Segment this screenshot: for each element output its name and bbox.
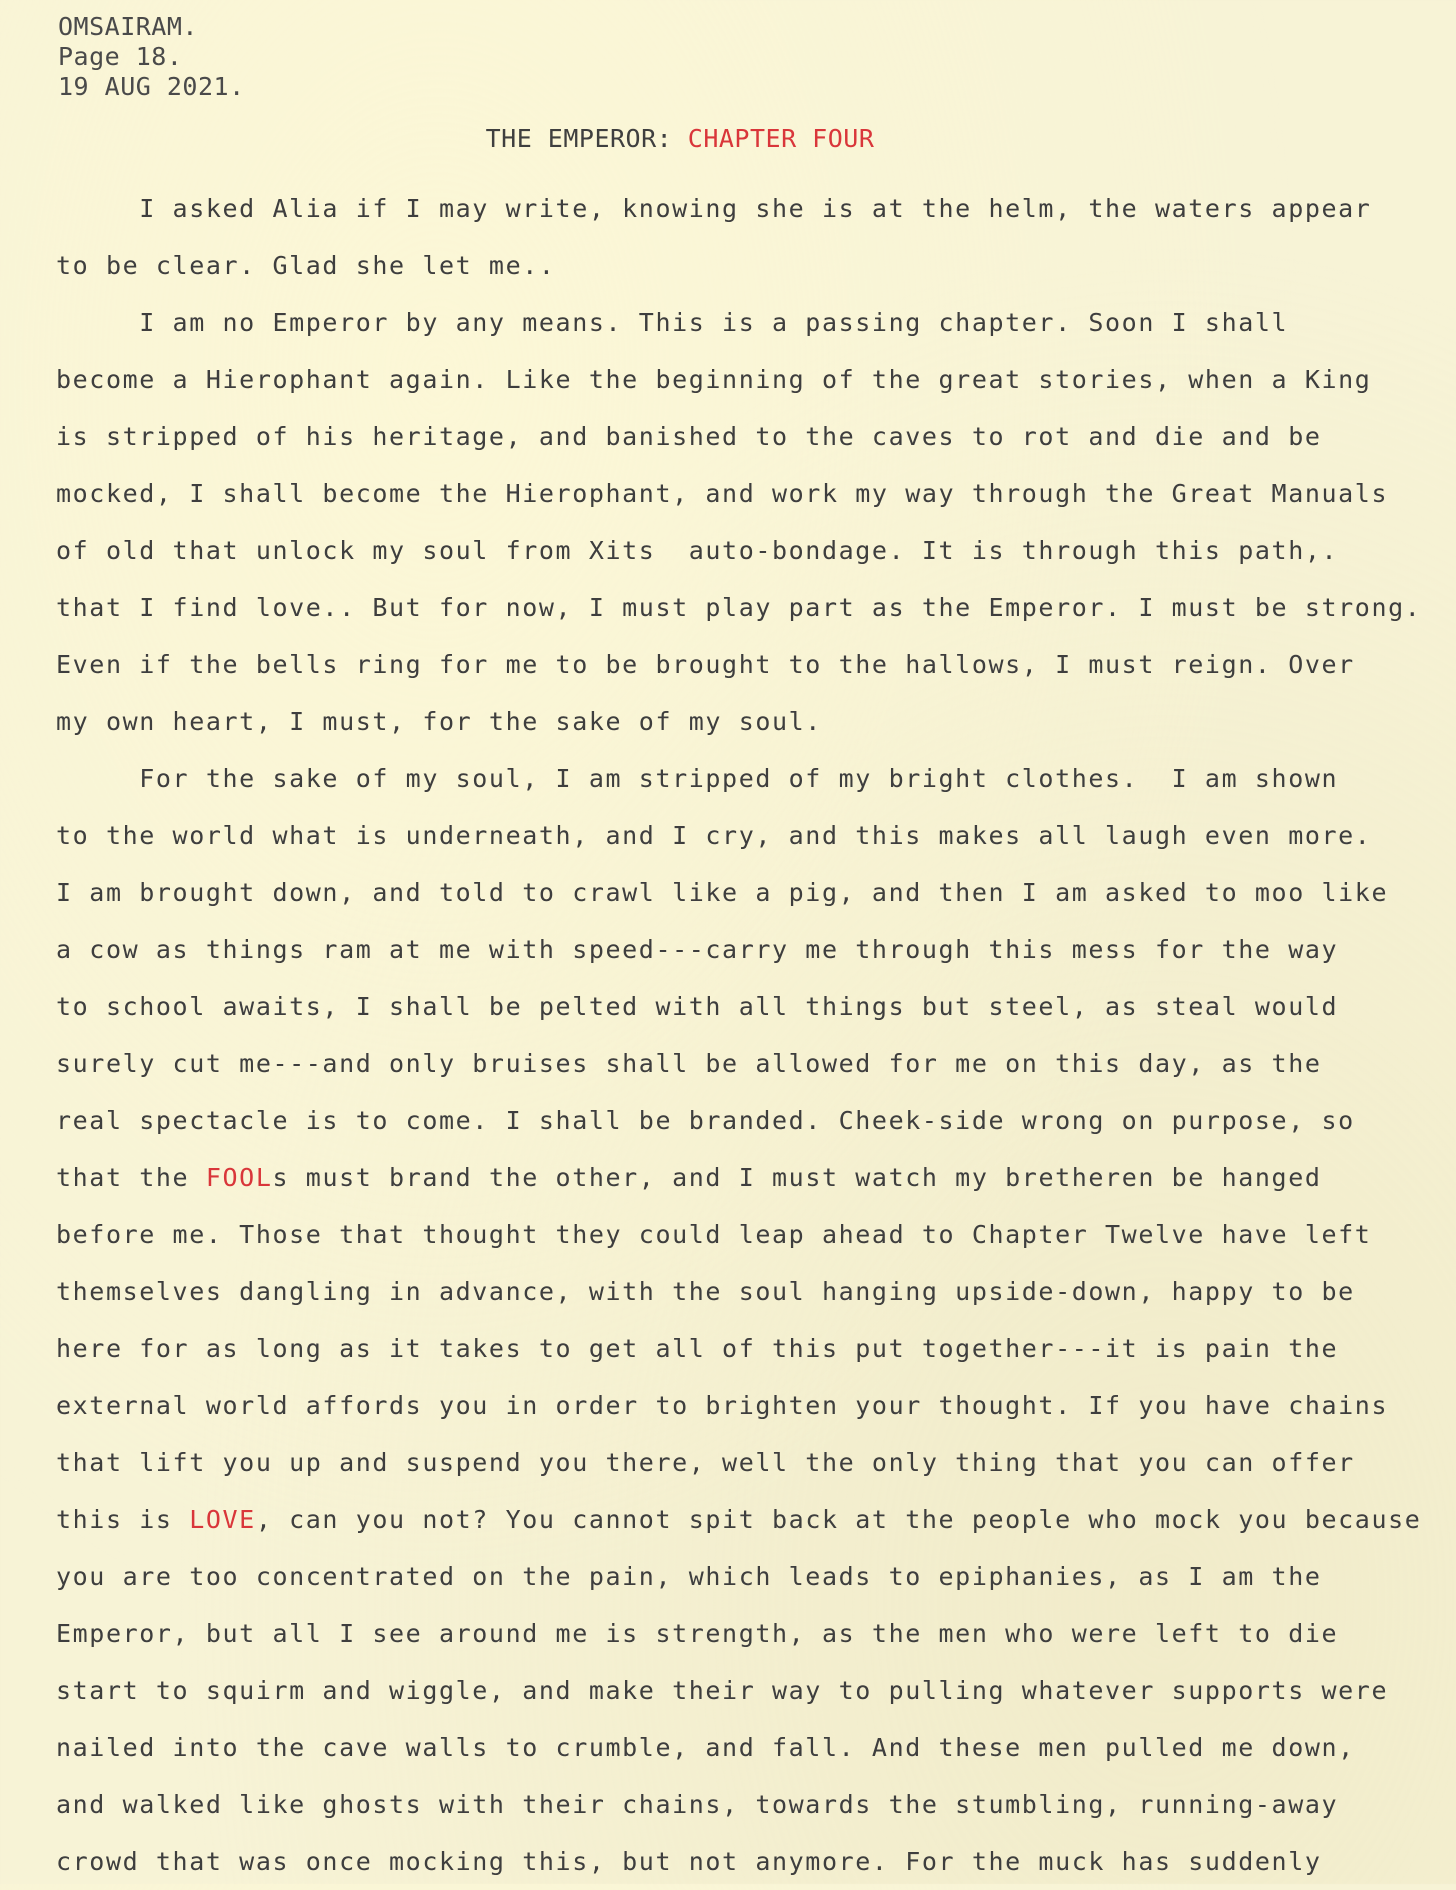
header-date: 19 AUG 2021. [58,72,245,101]
text-line: real spectacle is to come. I shall be branded. Cheek-side wrong on purpose, so [56,1106,1355,1135]
header-name: OMSAIRAM. [58,12,198,41]
text-line: nailed into the cave walls to crumble, and fall. And these men pulled me down, [56,1733,1355,1762]
text-line [56,1491,1456,1548]
text-line: Even if the bells ring for me to be brought to the hallows, I must reign. Over [56,650,1355,679]
text-line: that I find love.. But for now, I must play part as the Emperor. I must be strong. [56,593,1422,622]
text-line: I am brought down, and told to crawl like a pig, and then I am asked to moo like [56,878,1389,907]
text-line: to school awaits, I shall be pelted with all things but steel, as steal would [56,992,1339,1021]
text-line: and walked like ghosts with their chains, towards the stumbling, running-away [56,1790,1339,1819]
text-line: before me. Those that thought they could leap ahead to Chapter Twelve have left [56,1220,1372,1249]
red-emphasis-word: LOVE [189,1505,256,1534]
red-emphasis-word: FOOL [205,1163,273,1192]
text-line: you are too concentrated on the pain, which leads to epiphanies, as I am the [56,1562,1322,1591]
text-line: external world affords you in order to brighten your thought. If you have chains [56,1391,1389,1420]
text-line: For the sake of my soul, I am stripped of my bright clothes. I am shown [56,764,1339,793]
text-line: I am no Emperor by any means. This is a passing chapter. Soon I shall [56,308,1289,337]
text-line: start to squirm and wiggle, and make their way to pulling whatever supports were [56,1676,1389,1705]
text-segment: that the [56,1163,206,1192]
text-line: is stripped of his heritage, and banished to the caves to rot and die and be [56,422,1322,451]
text-line: to be clear. Glad she let me.. [56,251,556,280]
text-line: a cow as things ram at me with speed---carry me through this mess for the way [56,935,1339,964]
text-line: crowd that was once mocking this, but not anymore. For the muck has suddenly [56,1847,1322,1876]
text-line: I asked Alia if I may write, knowing she is at the helm, the waters appear [56,194,1372,223]
text-line: that lift you up and suspend you there, well the only thing that you can offer [56,1448,1355,1477]
text-line: become a Hierophant again. Like the beginning of the great stories, when a King [56,365,1372,394]
text-line: here for as long as it takes to get all of this put together---it is pain the [56,1334,1339,1363]
chapter-title-red: CHAPTER FOUR [687,124,875,153]
text-line: mocked, I shall become the Hierophant, and work my way through the Great Manuals [56,479,1389,508]
header-page-number: Page 18. [58,42,183,71]
text-line: surely cut me---and only bruises shall be allowed for me on this day, as the [56,1049,1322,1078]
chapter-title [0,124,1360,154]
page-header [58,12,245,102]
text-line: themselves dangling in advance, with the soul hanging upside-down, happy to be [56,1277,1355,1306]
text-segment: this is [56,1505,190,1534]
text-line [56,1149,1456,1206]
text-line: of old that unlock my soul from Xits auto-bondage. It is through this path,. [56,536,1339,565]
chapter-title-part2: R: [641,124,688,153]
chapter-title-part1: THE EMPERO [485,124,642,153]
text-line: to the world what is underneath, and I cry, and this makes all laugh even more. [56,821,1372,850]
body-text [56,180,1456,1890]
text-segment: , can you not? You cannot spit back at the people who mock you because [255,1505,1422,1534]
text-segment: s must brand the other, and I must watch my bretheren be hanged [272,1163,1322,1192]
text-line: Emperor, but all I see around me is strength, as the men who were left to die [56,1619,1339,1648]
text-line: my own heart, I must, for the sake of my soul. [56,707,822,736]
